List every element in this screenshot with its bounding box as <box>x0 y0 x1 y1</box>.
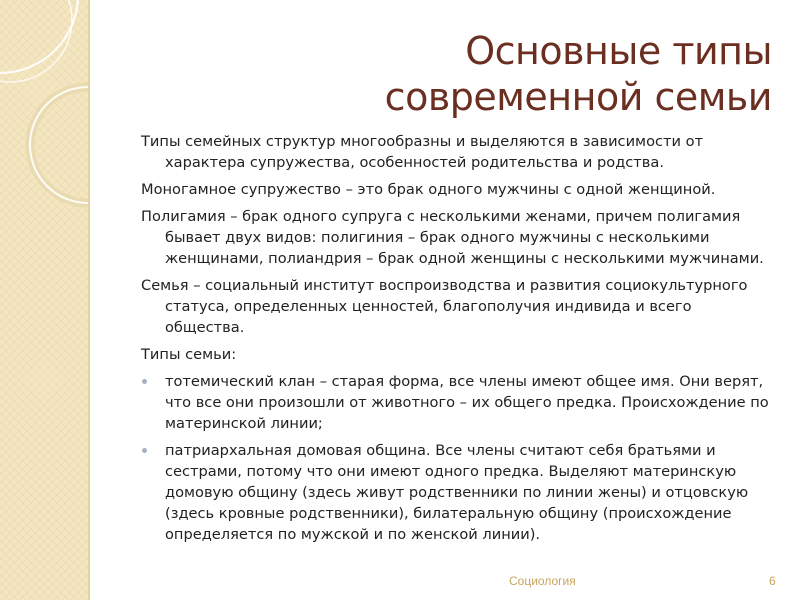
bullet-dot-icon <box>142 379 147 384</box>
decorative-circles <box>0 0 88 260</box>
footer-page-number: 6 <box>769 574 776 588</box>
slide-body <box>141 131 771 551</box>
paragraph-family-types-heading: Типы семьи: <box>141 346 237 363</box>
paragraph-polygamy: Полигамия – брак одного супруга с несколькими женами, причем полигамия бывает двух видов: полигиния – брак одного мужчины с несколькими женщинами, полиандрия – брак одной женщины с несколькими мужчинами. <box>141 208 764 267</box>
paragraph-family-structures: Типы семейных структур многообразны и выделяются в зависимости от характера супружества, особенностей родительства и родства. <box>141 133 704 171</box>
paragraph-monogamy: Моногамное супружество – это брак одного мужчины с одной женщиной. <box>141 181 716 198</box>
list-item-text: тотемический клан – старая форма, все члены имеют общее имя. Они верят, что все они произошли от животного – их общего предка. Происхождение по материнской линии; <box>165 373 769 432</box>
side-band-edge <box>88 0 90 600</box>
decorative-side-band <box>0 0 88 600</box>
bullet-dot-icon <box>142 448 147 453</box>
list-item-text: патриархальная домовая община. Все члены считают себя братьями и сестрами, потому что они имеют одного предка. Выделяют материнскую домовую общину (здесь живут родственники по линии жены) и отцовскую (здесь кровные родственники), билатеральную общину (происхождение определяется по мужской и по женской линии). <box>165 442 749 543</box>
list-item-patriarchal-community <box>141 440 771 545</box>
list-item-totemic-clan <box>141 371 771 434</box>
slide-title-line-2: современной семьи <box>384 75 772 119</box>
footer-subject: Социология <box>509 574 576 588</box>
slide-title <box>212 28 772 120</box>
slide-title-line-1: Основные типы <box>465 29 772 73</box>
paragraph-family-definition: Семья – социальный институт воспроизводства и развития социокультурного статуса, определенных ценностей, благополучия индивида и всего общества. <box>141 277 748 336</box>
